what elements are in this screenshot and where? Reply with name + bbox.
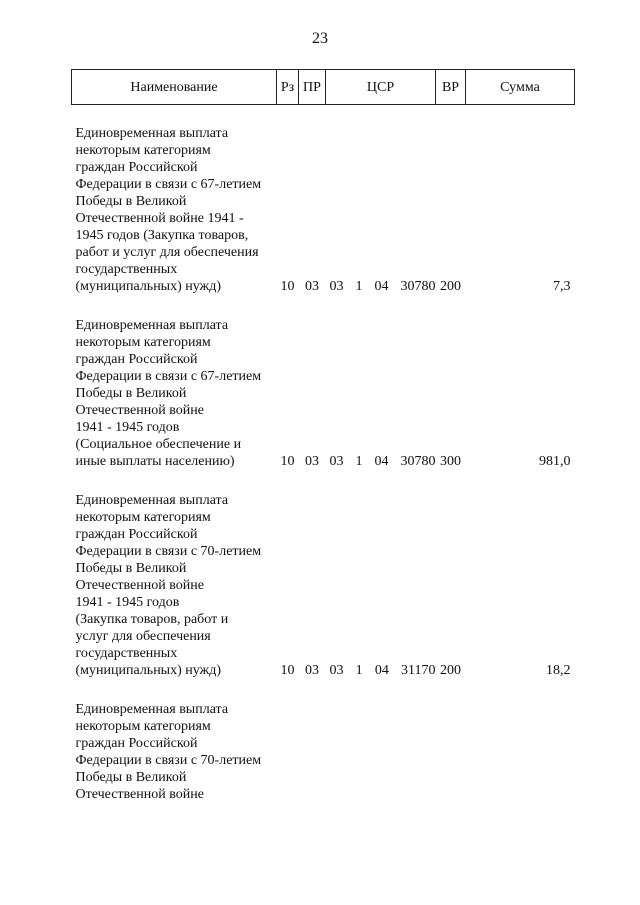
name-line: государственных — [75, 262, 178, 277]
csr-part: 30780 — [400, 454, 436, 469]
row-vr: 200 — [440, 279, 461, 294]
row-name — [72, 317, 277, 470]
name-line: некоторым категориям — [75, 719, 211, 734]
name-line: граждан Российской — [75, 736, 198, 751]
row-pr: 03 — [305, 279, 319, 294]
name-line: Победы в Великой — [75, 561, 187, 576]
csr-part: 04 — [374, 454, 389, 469]
name-line: некоторым категориям — [75, 335, 211, 350]
header-name: Наименование — [72, 70, 277, 105]
csr-parts — [326, 453, 436, 470]
spacer-cell — [72, 679, 575, 701]
header-pr: ПР — [299, 70, 326, 105]
row-rz: 10 — [280, 663, 295, 678]
row-csr — [326, 125, 436, 295]
row-spacer — [72, 470, 575, 492]
row-spacer — [72, 679, 575, 701]
name-line: (муниципальных) нужд) — [75, 663, 222, 678]
name-line: Отечественной войне — [75, 578, 204, 593]
page-number: 23 — [312, 30, 328, 47]
name-line: Победы в Великой — [75, 770, 187, 785]
name-line: Победы в Великой — [75, 386, 187, 401]
name-line: Единовременная выплата — [75, 126, 229, 141]
name-line: Единовременная выплата — [75, 318, 229, 333]
name-line: Отечественной войне — [75, 787, 204, 802]
spacer-cell — [72, 295, 575, 317]
row-sum: 18,2 — [546, 663, 571, 678]
name-line: (Закупка товаров, работ и — [75, 612, 229, 627]
header-csr: ЦСР — [326, 70, 436, 105]
row-vr: 200 — [440, 663, 461, 678]
name-line: Федерации в связи с 67-летием — [75, 369, 262, 384]
name-line: Единовременная выплата — [75, 702, 229, 717]
name-line: Победы в Великой — [75, 194, 187, 209]
name-line: (Социальное обеспечение и — [75, 437, 242, 452]
header-vr: ВР — [436, 70, 466, 105]
row-vr: 300 — [440, 454, 461, 469]
name-line: Отечественной войне — [75, 403, 204, 418]
csr-parts — [326, 662, 436, 679]
row-rz: 10 — [280, 279, 295, 294]
name-line: (муниципальных) нужд) — [75, 279, 222, 294]
name-line: 1941 - 1945 годов — [75, 420, 180, 435]
row-name — [72, 701, 277, 803]
name-line: некоторым категориям — [75, 510, 211, 525]
name-line: Федерации в связи с 70-летием — [75, 544, 262, 559]
header-rz: Рз — [277, 70, 299, 105]
table-row — [72, 701, 575, 803]
row-name — [72, 492, 277, 679]
name-line: 1941 - 1945 годов — [75, 595, 180, 610]
row-name — [72, 125, 277, 295]
name-line: 1945 годов (Закупка товаров, — [75, 228, 249, 243]
csr-part: 03 — [329, 279, 344, 294]
csr-parts — [326, 278, 436, 295]
name-line: работ и услуг для обеспечения — [75, 245, 259, 260]
row-pr: 03 — [305, 663, 319, 678]
row-csr — [326, 317, 436, 470]
name-line: граждан Российской — [75, 527, 198, 542]
name-line: граждан Российской — [75, 352, 198, 367]
name-line: Отечественной войне 1941 - — [75, 211, 244, 226]
row-csr — [326, 701, 436, 803]
row-spacer — [72, 105, 575, 126]
row-rz — [277, 701, 299, 803]
name-line: услуг для обеспечения — [75, 629, 211, 644]
budget-table — [71, 69, 575, 803]
row-vr — [436, 701, 466, 803]
csr-part: 1 — [355, 454, 363, 469]
name-line: некоторым категориям — [75, 143, 211, 158]
csr-part: 31170 — [401, 663, 436, 678]
row-sum: 7,3 — [553, 279, 571, 294]
row-rz: 10 — [280, 454, 295, 469]
name-line: Федерации в связи с 70-летием — [75, 753, 262, 768]
table-row — [72, 492, 575, 679]
name-line: Федерации в связи с 67-летием — [75, 177, 262, 192]
spacer-cell — [72, 105, 575, 126]
csr-part: 03 — [329, 454, 344, 469]
csr-part: 03 — [329, 663, 344, 678]
name-line: государственных — [75, 646, 178, 661]
csr-part: 04 — [374, 663, 389, 678]
csr-part: 1 — [355, 279, 363, 294]
table-row — [72, 125, 575, 295]
name-line: Единовременная выплата — [75, 493, 229, 508]
row-sum: 981,0 — [539, 454, 571, 469]
csr-part: 30780 — [400, 279, 436, 294]
name-line: иные выплаты населению) — [75, 454, 235, 469]
header-sum: Сумма — [466, 70, 575, 105]
row-sum — [466, 701, 575, 803]
row-spacer — [72, 295, 575, 317]
spacer-cell — [72, 470, 575, 492]
table-row — [72, 317, 575, 470]
name-line: граждан Российской — [75, 160, 198, 175]
row-pr — [299, 701, 326, 803]
csr-part: 04 — [374, 279, 389, 294]
table-body — [72, 105, 575, 804]
row-pr: 03 — [305, 454, 319, 469]
table-header — [72, 70, 575, 105]
row-csr — [326, 492, 436, 679]
csr-part: 1 — [355, 663, 363, 678]
